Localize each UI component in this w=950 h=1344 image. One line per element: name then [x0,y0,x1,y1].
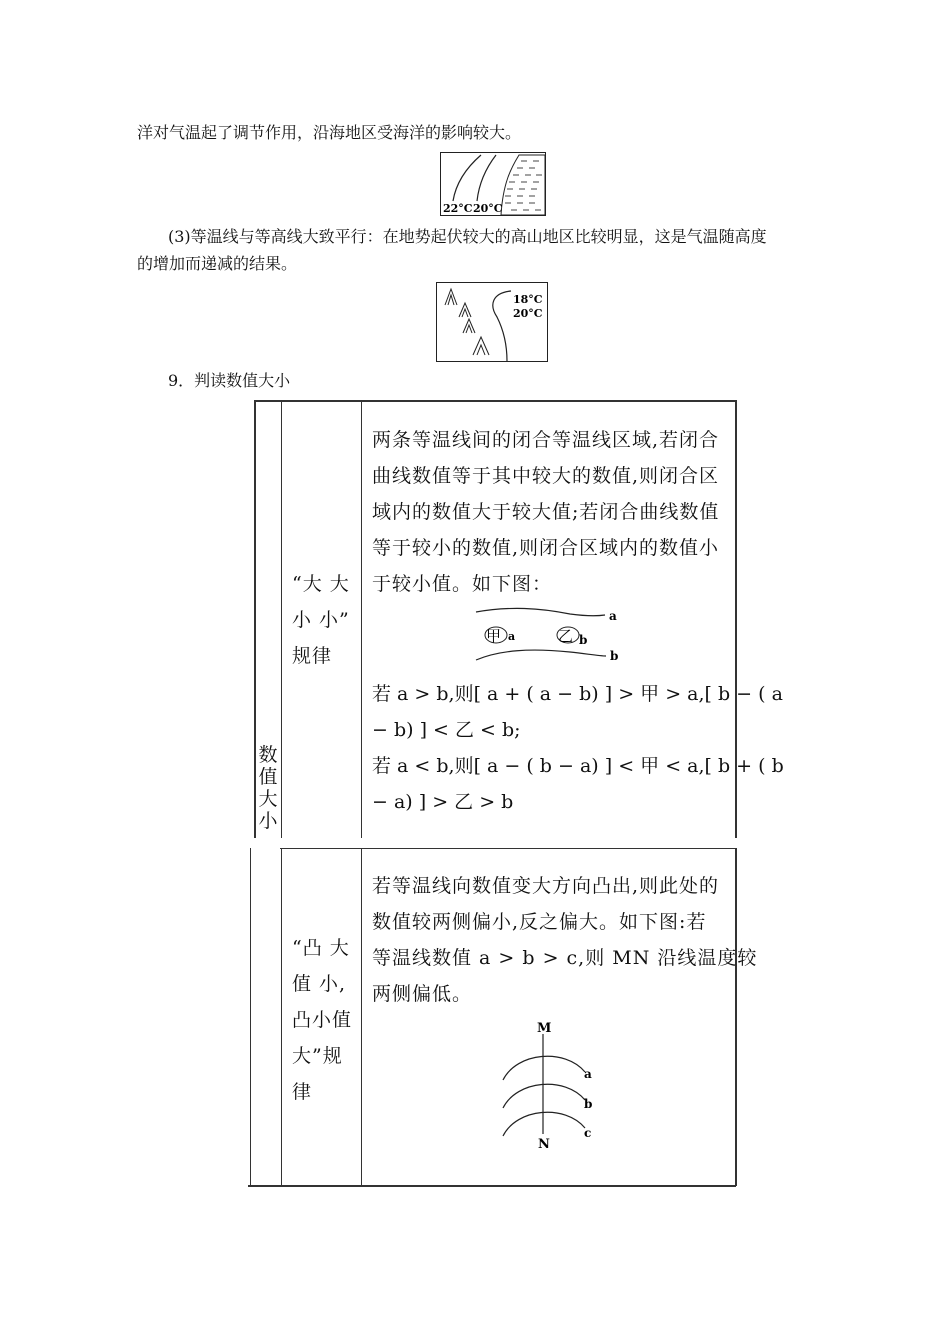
isotherm-b-label: b [584,1097,593,1111]
section-heading: 9．判读数值大小 [168,371,291,390]
rule-description-big-small: 两条等温线间的闭合等温线区域,若闭合 曲线数值等于其中较大的数值,则闭合区 域内的数值大于较大值;若闭合曲线数值 等于较小的数值,则闭合区域内的数值小 于较小值。如下图： [372,429,720,595]
jia-label: 甲 [486,627,502,645]
point-m-label: M [537,1021,552,1036]
figure-closed-isotherms [470,604,630,664]
paragraph-altitude-line2: 的增加而递减的结果。 [137,254,298,273]
point-n-label: N [538,1137,550,1152]
category-label: 数 值 大 小 [258,744,278,832]
label-22c: 22°C [443,202,473,215]
paragraph-altitude-line1: (3)等温线与等高线大致平行：在地势起伏较大的高山地区比较明显，这是气温随高度 [168,227,767,246]
figure-coastal-isotherms [440,152,546,216]
label-20c-mountain: 20°C [513,307,543,320]
rule-name-big-small: “大 大 小 小” 规律 [292,573,350,667]
label-20c: 20°C [473,202,503,215]
figure-convex-isotherms [495,1016,605,1156]
line-b-label: b [610,649,619,663]
rule-formulas-big-small: 若 a > b,则[ a + ( a − b) ] > 甲 > a,[ b − ( a − b) ] < 乙 < b; 若 a < b,则[ a − ( b − a) ] < 甲 < a,[ b + ( b − a) ] > 乙 > b [372,683,784,813]
yi-value: b [579,633,588,647]
label-18c: 18°C [513,293,543,306]
jia-value: a [508,630,516,643]
paragraph-ocean: 洋对气温起了调节作用，沿海地区受海洋的影响较大。 [137,123,522,142]
isotherm-a-label: a [584,1067,592,1081]
yi-label: 乙 [558,627,574,645]
rule-description-convex: 若等温线向数值变大方向凸出,则此处的 数值较两侧偏小,反之偏大。如下图:若 等温线数值 a > b > c,则 MN 沿线温度较 两侧偏低。 [372,875,758,1005]
line-a-label: a [609,609,617,623]
rule-name-convex: “凸 大 值 小, 凸小值 大”规 律 [292,937,353,1103]
figure-mountain-isotherms [436,282,548,362]
isotherm-c-label: c [584,1126,592,1140]
